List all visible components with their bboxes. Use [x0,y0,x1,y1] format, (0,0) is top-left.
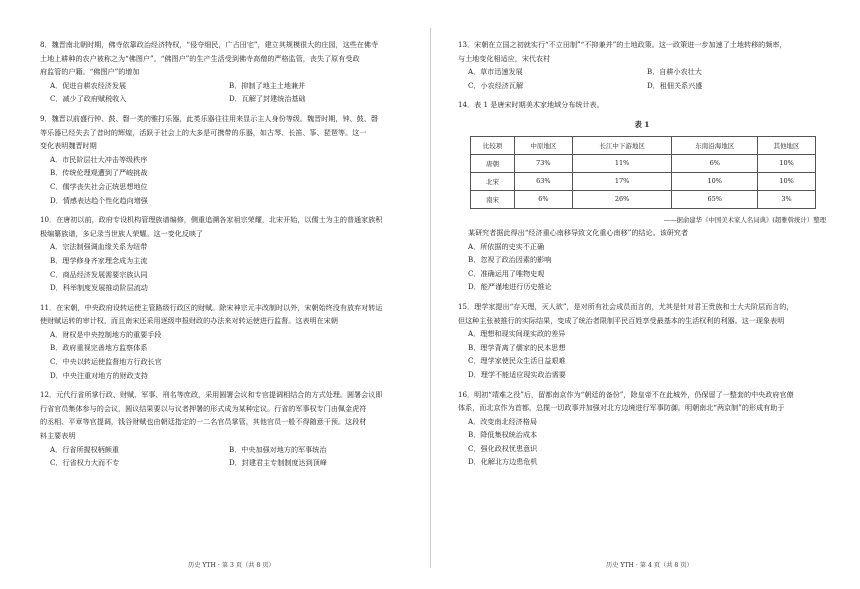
option-row [458,79,826,93]
question-text-line: 的丞相、平章等官提调，钱谷财赋也由朝廷指定的一二名官员掌管，其他官员一般不得随意干预。这段材 [40,417,367,427]
answer-option: A．宗法制强调血缘关系为纽带 [50,242,148,252]
question-text-line: 9．魏晋以前盛行钟、鼓、磬一类的雅打乐器，此类乐器往往用来显示主人身份等级。魏晋时期，钟、鼓、磬 [40,113,378,123]
question-block [40,38,408,106]
table-cell: 北宋 [471,172,515,190]
left-column [40,38,408,476]
answer-option: A．市民阶层壮大冲击等级秩序 [50,154,148,164]
question-block [40,112,408,207]
table-row [471,154,816,172]
question-text-line: 使财赋运转的审计权，而且南宋还采用逐级申报财政的办法来对转运使进行监督。这表明在宋朝 [40,316,338,326]
right-page-footer: 历史 YTH · 第 4 页（共 8 页） [606,562,693,569]
answer-option: A．促进自耕农经济发展 [50,80,127,90]
table-header-row [471,136,816,154]
answer-option: B．自耕小农壮大 [647,67,702,77]
answer-option: D．瓦解了封建统治基础 [229,94,306,104]
table-header-cell: 中原地区 [514,136,572,154]
table-row [471,172,816,190]
answer-option: C．中央以转运使监督地方行政长官 [50,357,162,367]
answer-option: D．化解北方边患危机 [468,457,538,467]
table-cell: 17% [572,172,672,190]
option-row [458,65,826,79]
option-row [40,456,408,470]
answer-option: B．传统伦理观遭到了严峻挑战 [50,168,148,178]
table-cell: 65% [672,190,758,208]
answer-option: C．小农经济瓦解 [468,80,524,90]
answer-option: A．草市迅速发展 [468,67,523,77]
answer-option: C．强化政权忧患意识 [468,443,538,453]
question-text-line: 府监管的户籍。“佛图户”的增加 [40,67,140,77]
question-block [40,213,408,295]
answer-option: A．改变南北经济格局 [468,416,537,426]
table-title: 表 1 [634,119,650,129]
answer-option: A．财权是中央控制地方的重要手段 [50,329,162,339]
spacer [40,470,408,476]
table-cell: 11% [572,154,672,172]
question-block [458,388,826,470]
table-cell: 6% [672,154,758,172]
answer-option: C．儒学丧失社会正统思想地位 [50,181,148,191]
question-14-stem: 14．表 1 是唐宋时期美术家地域分布统计表。 [458,100,604,110]
question-text-line: 13．宋朝在立国之初就实行“不立田制”“不抑兼并”的土地政策。这一政策进一步加速了土地转移的频率， [458,40,787,49]
page-divider [430,28,431,568]
answer-option: B．抑制了地主土地兼并 [229,80,306,90]
question-text-line: 体系，而北京作为首都，总揽一切政事并加强对北方边境进行军事防御。明朝南北“两京制”的形成有助于 [458,403,785,413]
answer-option: D．中央注重对地方的财政支持 [50,370,148,380]
question-block [458,300,826,382]
question-text-line: 土地上耕种的农户被称之为“佛图户”。“佛图户”的生产生活受到佛寺高僧的严格监管，丧失了原有受政 [40,53,360,63]
answer-option: B．中央加强对地方的军事统治 [229,444,327,454]
question-block [40,388,408,470]
question-text-line: 15．理学家提出“存天理，灭人欲”，是对所有社会成员而言的，尤其是针对君王贵族和士大夫阶层而言的， [458,301,794,311]
answer-option: B．忽视了政治因素的影响 [468,255,552,265]
answer-option: B．政府重视完善地方监察体系 [50,343,148,353]
answer-option: C．减少了政府赋税收入 [50,94,127,104]
table-header-cell: 长江中下游地区 [572,136,672,154]
answer-option: D．能严谨地进行历史推论 [468,282,552,292]
spacer [458,469,826,475]
answer-option: A．行省所握权柄颇重 [50,444,119,454]
table-cell: 6% [514,190,572,208]
question-text-line: 10．在唐初以前，政府专设机构管理族谱编修，侧重追溯各家祖宗荣耀，北宋开始，以儒士为主的普通家族积 [40,215,383,225]
artist-distribution-table [470,136,816,209]
question-text-line: 等乐器已经失去了昔时的辉煌，活跃于社会上的大多是可携带的乐器，如古琴、长笛、筝、琵琶等。这一 [40,127,367,137]
answer-option: D．情感表达趋个性化趋向增强 [50,195,148,205]
option-row [40,443,408,457]
question-text-line: 11．在宋朝，中央政府设转运使主管路级行政区的财赋。除宋神宗元丰改制时以外，宋朝始终没有放弃对转运 [40,302,383,312]
table-row [471,190,816,208]
table-cell: 26% [572,190,672,208]
table-cell: 3% [758,190,816,208]
answer-option: D．理学不能适应现实政治需要 [468,369,566,379]
table-cell: 10% [758,154,816,172]
answer-option: B．理学背离了儒家的民本思想 [468,342,566,352]
table-cell: 63% [514,172,572,190]
table-cell: 10% [758,172,816,190]
question-text-line: 极编纂族谱，多记录当世族人荣耀。这一变化反映了 [40,228,204,238]
table-header-cell: 比较项 [471,136,515,154]
question-text-line: 与土地变化相适应，宋代农村 [458,53,551,63]
right-column [458,38,826,475]
table-header-cell: 东南沿海地区 [672,136,758,154]
answer-option: D．封建君主专制制度达到顶峰 [229,458,327,468]
question-text-line: 但这种主张被推行的实际结果，变成了统治者限制平民百姓享受最基本的生活权利的利器。这一现象表明 [458,315,785,325]
question-text-line: 8．魏晋南北朝时期，佛寺依靠政治经济特权，“侵夺细民，广占田宅”，建立其规模很大的庄园，这些在佛寺 [40,40,379,49]
table-header-cell: 其他地区 [758,136,816,154]
table-cell: 唐朝 [471,154,515,172]
table-source: ——据俞建华《中国美术家人名词典》(超雅斡统计）整理 [663,215,826,224]
answer-option: B．理学修身齐家理念成为主流 [50,255,148,265]
answer-option: A．所依据的史实不正确 [468,241,545,251]
answer-option: C．准确运用了唯物史观 [468,268,545,278]
question-block [40,301,408,383]
answer-option: D．租佃关系兴盛 [647,80,703,90]
question-text-line: 行省官员集体参与的会议，圆议结果要以与议者押署的形式成为某种定议。行省的军事权专门由佩金虎符 [40,403,367,413]
left-page-footer: 历史 YTH · 第 3 页（共 8 页） [188,562,275,569]
question-text-line: 16．明初“靖难之役”后，留都南京作为“朝廷的备份”，除皇帝不在此城外，仍保留了一整套的中央政府官僚 [458,389,794,399]
answer-option: C．行省权力大而不专 [50,458,120,468]
answer-option: D．科举制度发展推动阶层流动 [50,283,148,293]
table-cell: 10% [672,172,758,190]
table-cell: 73% [514,154,572,172]
question-text-line: 某研究者据此得出“经济重心南移导致文化重心南移”的结论。该研究者 [468,227,689,237]
answer-option: B．降低集权统治成本 [468,430,538,440]
question-block [458,226,826,294]
option-row [40,79,408,93]
answer-option: A．理想和现实间现实政的差异 [468,329,566,339]
question-block [458,38,826,92]
question-text-line: 12．元代行省所掌行政、财赋、军事、刑名等庶政，采用圆署会议和专官提调相结合的方式处理。圆署会议即 [40,390,383,400]
answer-option: C．理学家使民众生活日益艰难 [468,356,566,366]
option-row [40,92,408,106]
answer-option: C．商品经济发展需要宗族认同 [50,269,148,279]
question-text-line: 料主要表明 [40,431,76,441]
question-text-line: 变化表明魏晋时期 [40,141,97,151]
table-cell: 南宋 [471,190,515,208]
